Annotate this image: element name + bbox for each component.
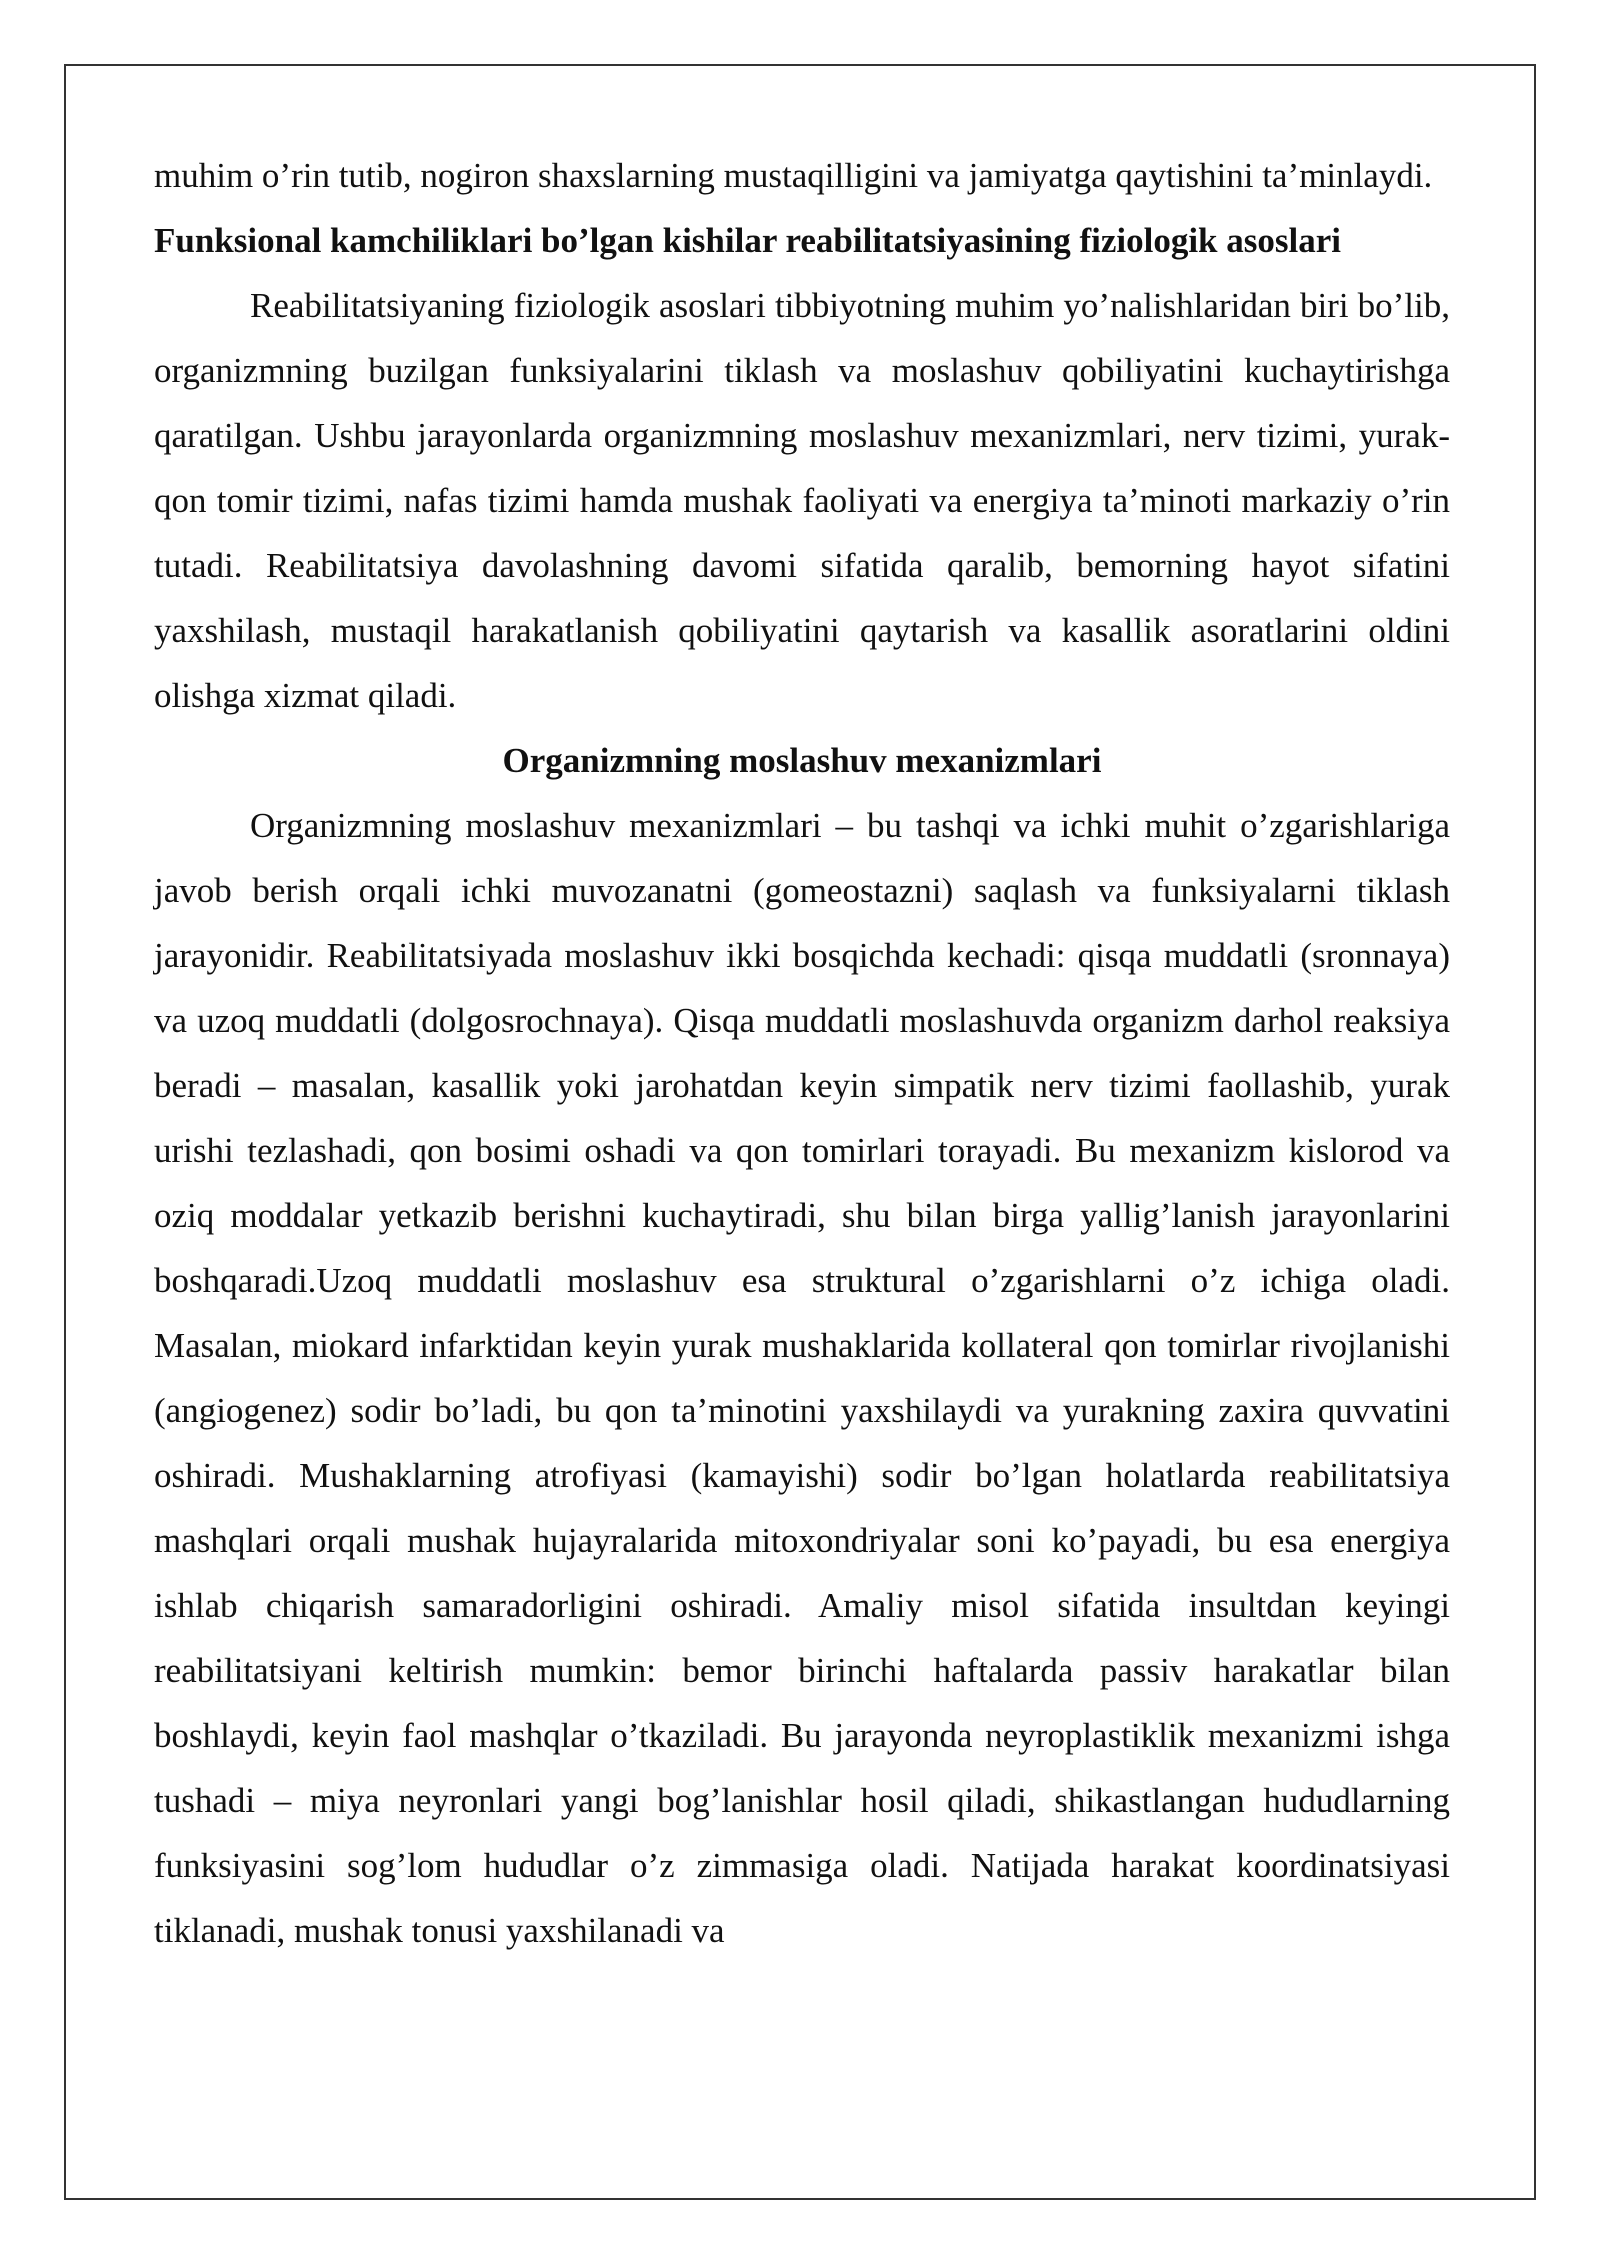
paragraph-physiology: Reabilitatsiyaning fiziologik asoslari tibbiyotning muhim yo’nalishlaridan biri bo’lib, organizmning buzilgan funksiyalarini tiklash va moslashuv qobiliyatini kuchaytirishga qaratilgan. Ushbu jarayonlarda organizmning moslashuv mexanizmlari, nerv tizimi, yurak-qon tomir tizimi, nafas tizimi hamda mushak faoliyati va energiya ta’minoti markaziy o’rin tutadi. Reabilitatsiya davolashning davomi sifatida qaralib, bemorning hayot sifatini yaxshilash, mustaqil harakatlanish qobiliyatini qaytarish va kasallik asoratlarini oldini olishga xizmat qiladi. bbox=[154, 286, 1450, 715]
document-body bbox=[154, 143, 1450, 1963]
section-heading-adaptation: Organizmning moslashuv mexanizmlari bbox=[502, 741, 1102, 780]
paragraph-adaptation: Organizmning moslashuv mexanizmlari – bu tashqi va ichki muhit o’zgarishlariga javob berish orqali ichki muvozanatni (gomeostazni) saqlash va funksiyalarni tiklash jarayonidir. Reabilitatsiyada moslashuv ikki bosqichda kechadi: qisqa muddatli (sronnaya) va uzoq muddatli (dolgosrochnaya). Qisqa muddatli moslashuvda organizm darhol reaksiya beradi – masalan, kasallik yoki jarohatdan keyin simpatik nerv tizimi faollashib, yurak urishi tezlashadi, qon bosimi oshadi va qon tomirlari torayadi. Bu mexanizm kislorod va oziq moddalar yetkazib berishni kuchaytiradi, shu bilan birga yallig’lanish jarayonlarini boshqaradi.Uzoq muddatli moslashuv esa struktural o’zgarishlarni o’z ichiga oladi. Masalan, miokard infarktidan keyin yurak mushaklarida kollateral qon tomirlar rivojlanishi (angiogenez) sodir bo’ladi, bu qon ta’minotini yaxshilaydi va yurakning zaxira quvvatini oshiradi. Mushaklarning atrofiyasi (kamayishi) sodir bo’lgan holatlarda reabilitatsiya mashqlari orqali mushak hujayralarida mitoxondriyalar soni ko’payadi, bu esa energiya ishlab chiqarish samaradorligini oshiradi. Amaliy misol sifatida insultdan keyingi reabilitatsiyani keltirish mumkin: bemor birinchi haftalarda passiv harakatlar bilan boshlaydi, keyin faol mashqlar o’tkaziladi. Bu jarayonda neyroplastiklik mexanizmi ishga tushadi – miya neyronlari yangi bog’lanishlar hosil qiladi, shikastlangan hududlarning funksiyasini sog’lom hududlar o’z zimmasiga oladi. Natijada harakat koordinatsiyasi tiklanadi, mushak tonusi yaxshilanadi va bbox=[154, 806, 1450, 1950]
continuation-paragraph: muhim o’rin tutib, nogiron shaxslarning mustaqilligini va jamiyatga qaytishini ta’minlaydi. bbox=[154, 156, 1433, 195]
section-heading-physiology: Funksional kamchiliklari bo’lgan kishilar reabilitatsiyasining fiziologik asoslari bbox=[154, 221, 1341, 260]
